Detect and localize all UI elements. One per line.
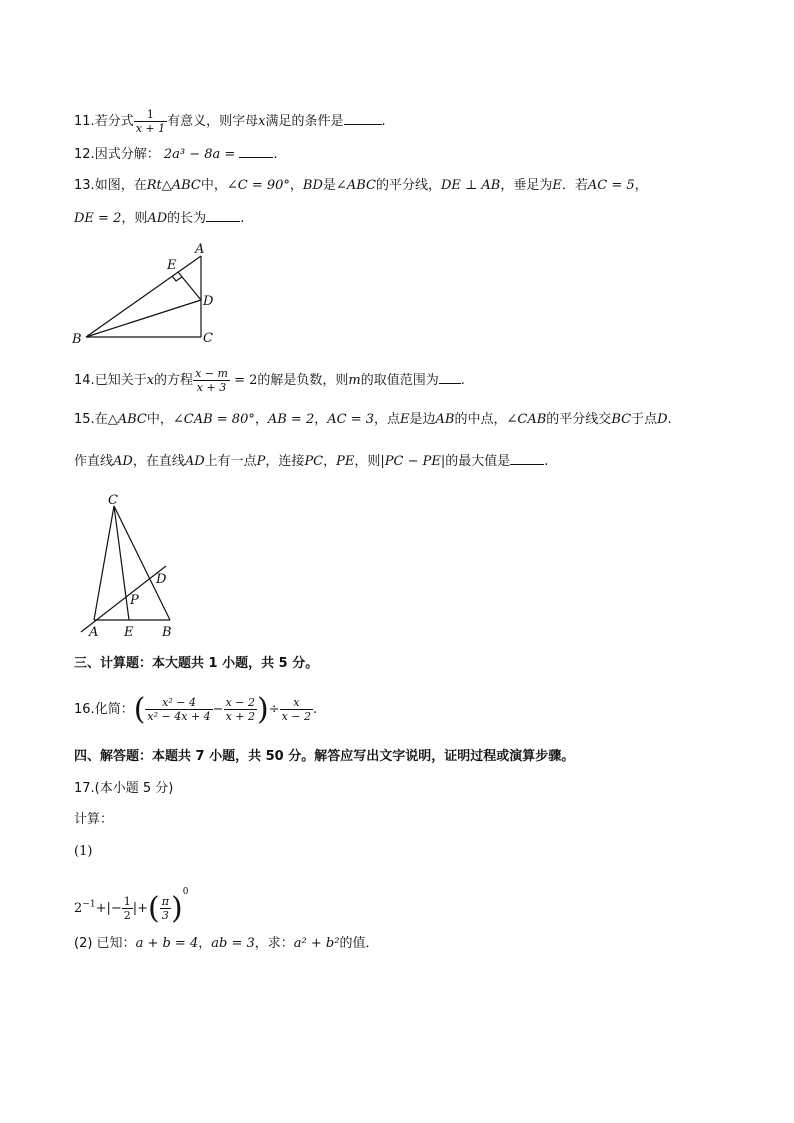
text: ，则	[354, 454, 381, 469]
question-13-line1	[74, 177, 648, 195]
fraction	[224, 696, 257, 723]
segment-ce	[114, 506, 129, 620]
label-a: A	[89, 625, 99, 640]
fraction-numerator: x	[280, 696, 313, 710]
punct: .	[544, 454, 549, 469]
text: ，连接	[265, 454, 305, 469]
expression: AB = 2	[267, 412, 315, 427]
segment-ab	[86, 256, 201, 337]
text: ．若	[561, 178, 588, 193]
expression: AD	[147, 211, 168, 226]
question-14	[74, 367, 465, 394]
text: ，	[254, 412, 268, 427]
fraction-numerator: 1	[123, 895, 131, 908]
expression: ∠ABC	[335, 178, 376, 193]
fraction-numerator: x − m	[195, 367, 228, 380]
segment-cb	[114, 506, 170, 620]
expression: △ABC	[107, 412, 147, 427]
expression: AD	[113, 454, 133, 469]
label-c: C	[203, 331, 213, 346]
question-17-part2	[74, 935, 378, 953]
question-number: 15.	[74, 412, 95, 427]
text: 满足的条件是	[265, 114, 344, 129]
right-paren: )	[256, 691, 269, 727]
operator: −	[212, 702, 224, 717]
text: 已知关于	[94, 373, 147, 388]
text: 的值．	[339, 936, 379, 951]
punct: .	[667, 412, 672, 427]
expression: AC = 3	[327, 412, 375, 427]
segment-de	[178, 272, 201, 300]
section-3-title: 三、计算题：本大题共 1 小题，共 5 分。	[74, 656, 319, 671]
expression: BD	[302, 178, 323, 193]
label-a: A	[195, 242, 205, 257]
segment-ca	[94, 506, 114, 620]
text: 中，	[146, 412, 173, 427]
question-number: 14.	[74, 373, 95, 388]
question-12	[74, 145, 278, 164]
fraction-denominator: x + 3	[196, 381, 227, 394]
punct: .	[381, 114, 386, 129]
expression: Rt△ABC	[146, 178, 201, 193]
expression: AB	[435, 412, 455, 427]
text: 化简：	[94, 702, 134, 717]
fraction-numerator: x − 2	[225, 696, 255, 709]
text: 作直线	[74, 454, 114, 469]
fraction-numerator: x² − 4	[145, 696, 212, 710]
question-number: 11.	[74, 114, 95, 129]
section-4-title: 四、解答题：本题共 7 小题，共 50 分。解答应写出文字说明，证明过程或演算步骤。	[74, 749, 575, 764]
text: (2) 已知：	[74, 936, 136, 951]
exponent: 0	[182, 887, 189, 897]
expression: ∠CAB = 80°	[172, 412, 255, 427]
fraction-denominator: x + 1	[135, 122, 166, 135]
text: ，在直线	[132, 454, 185, 469]
text: ，求：	[254, 936, 294, 951]
variable: m	[348, 373, 361, 388]
label-e: E	[167, 258, 177, 273]
answer-blank[interactable]	[344, 112, 382, 125]
expression: P	[256, 454, 266, 469]
fraction	[122, 895, 133, 922]
expression: |PC − PE|	[380, 454, 446, 469]
fraction-numerator: π	[161, 895, 169, 908]
expression: D	[657, 412, 668, 427]
left-paren: (	[133, 691, 146, 727]
text: ，	[634, 178, 648, 193]
answer-blank[interactable]	[206, 209, 240, 222]
label-b: B	[72, 332, 82, 347]
question-17-expr	[74, 872, 188, 929]
question-15-line1	[74, 411, 672, 429]
expression: AD	[184, 454, 205, 469]
expression: E	[400, 412, 410, 427]
segment-bd	[86, 300, 201, 337]
text: 于点	[631, 412, 658, 427]
text: 的取值范围为	[360, 373, 439, 388]
text: 的平分线交	[546, 412, 612, 427]
question-13-line2	[74, 209, 244, 228]
text: 是	[322, 178, 336, 193]
expression: PC	[304, 454, 324, 469]
fraction-numerator: 1	[134, 108, 167, 122]
expression: 2a³ − 8a =	[163, 147, 236, 162]
question-17-head: 17.(本小题 5 分)	[74, 781, 174, 796]
text: ，	[289, 178, 303, 193]
fraction-denominator: x − 2	[281, 710, 312, 723]
expression: BC	[611, 412, 632, 427]
question-number: 16.	[74, 702, 95, 717]
fraction-denominator: x + 2	[225, 710, 255, 723]
text: 在	[94, 412, 108, 427]
text: 的长为	[167, 211, 207, 226]
expression: |+	[132, 901, 149, 916]
text: ，点	[374, 412, 401, 427]
fraction	[134, 108, 167, 135]
right-angle-mark	[172, 276, 182, 281]
text: 的解是负数，则	[257, 373, 349, 388]
text: 的平分线，	[375, 178, 441, 193]
text: 中，	[200, 178, 227, 193]
expression: a + b = 4	[135, 936, 199, 951]
text: 如图，在	[94, 178, 147, 193]
question-17-calc: 计算：	[74, 812, 114, 827]
answer-blank[interactable]	[439, 371, 461, 384]
question-15-line2	[74, 452, 548, 471]
text: 是边	[409, 412, 436, 427]
operator: ÷	[268, 702, 280, 717]
text: 若分式	[94, 114, 134, 129]
punct: .	[460, 373, 465, 388]
fraction	[280, 696, 313, 723]
expression: a² + b²	[293, 936, 340, 951]
expression: DE ⊥ AB	[440, 178, 501, 193]
expression: PE	[336, 454, 355, 469]
text: ，	[323, 454, 337, 469]
text: 的中点，	[454, 412, 507, 427]
expression: = 2	[234, 373, 258, 388]
expression: AC = 5	[587, 178, 635, 193]
text: 的最大值是	[445, 454, 511, 469]
text: ，	[198, 936, 212, 951]
label-p: P	[130, 593, 139, 608]
variable: x	[258, 114, 266, 129]
answer-blank[interactable]	[510, 452, 544, 465]
fraction-denominator: x² − 4x + 4	[147, 710, 211, 723]
label-e: E	[124, 625, 134, 640]
text: 因式分解：	[94, 147, 160, 162]
expression: ab = 3	[211, 936, 255, 951]
punct: .	[240, 211, 245, 226]
exponent: −1	[82, 899, 96, 910]
label-c: C	[108, 493, 118, 508]
text: 的方程	[154, 373, 194, 388]
fraction	[145, 696, 212, 723]
expression: ∠CAB	[506, 412, 547, 427]
fraction-denominator: 2	[123, 909, 131, 922]
expression: +|−	[95, 901, 122, 916]
question-17-part1: (1)	[74, 844, 93, 859]
question-number: 13.	[74, 178, 95, 193]
label-b: B	[162, 625, 172, 640]
question-number: 12.	[74, 147, 95, 162]
expression: 2	[74, 901, 83, 916]
expression: E	[552, 178, 562, 193]
text: 有意义，则字母	[167, 114, 259, 129]
text: 上有一点	[204, 454, 257, 469]
answer-blank[interactable]	[239, 145, 273, 158]
text: ，则	[121, 211, 148, 226]
fraction	[160, 895, 171, 922]
figure-triangle-abc-bisector	[74, 492, 184, 642]
question-16	[74, 690, 317, 730]
label-d: D	[156, 572, 167, 587]
punct: .	[313, 702, 318, 717]
label-d: D	[203, 294, 214, 309]
figure-triangle-abc	[66, 238, 226, 348]
right-paren: )	[170, 890, 183, 926]
expression: ∠C = 90°	[226, 178, 290, 193]
fraction	[193, 367, 230, 394]
text: ，	[314, 412, 328, 427]
fraction-denominator: 3	[161, 909, 169, 922]
variable: x	[146, 373, 155, 388]
left-paren: (	[148, 890, 160, 926]
expression: DE = 2	[74, 211, 122, 226]
text: ，垂足为	[500, 178, 553, 193]
question-11	[74, 108, 386, 135]
punct: .	[273, 147, 278, 162]
